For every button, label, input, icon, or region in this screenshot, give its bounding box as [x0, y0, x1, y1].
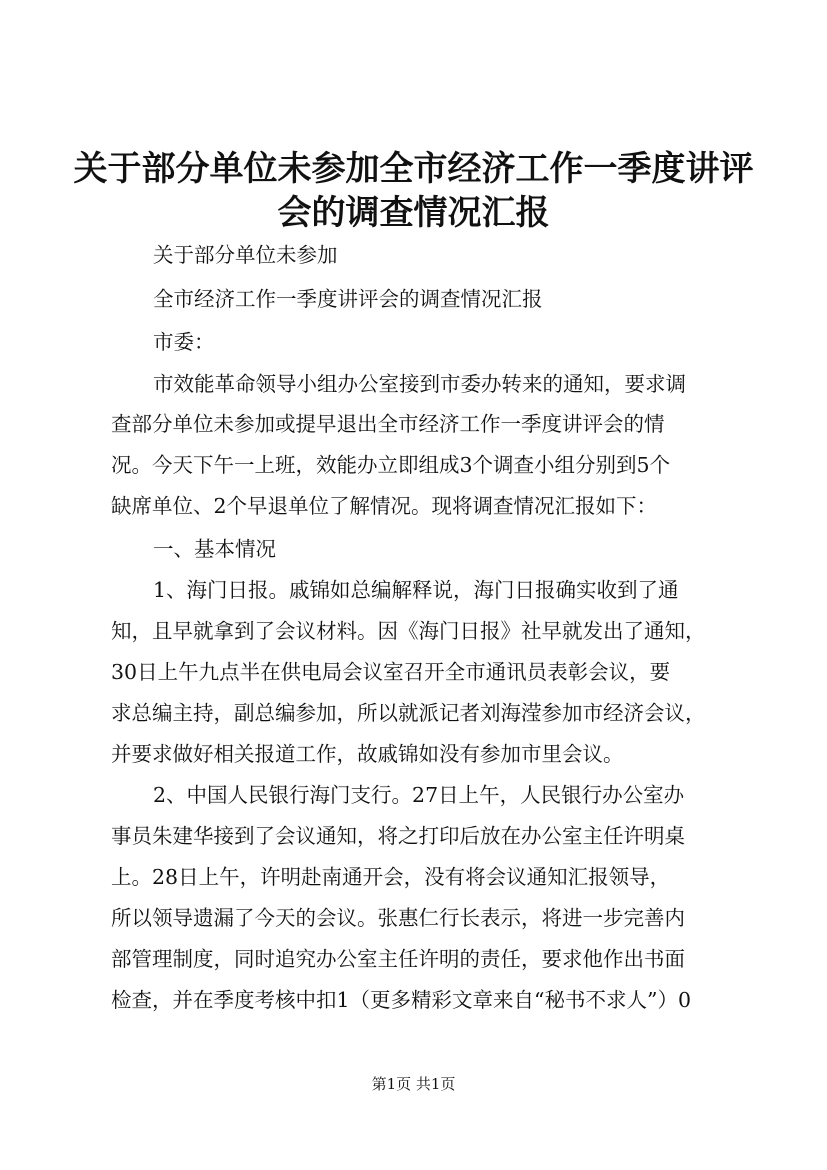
paragraph-line: 1、海门日报。戚锦如总编解释说，海门日报确实收到了通 — [153, 578, 679, 602]
paragraph-line: 并要求做好相关报道工作，故戚锦如没有参加市里会议。 — [111, 742, 624, 766]
paragraph-line: 求总编主持，副总编参加，所以就派记者刘海滢参加市经济会议， — [111, 701, 706, 725]
paragraph-line: 部管理制度，同时追究办公室主任许明的责任，要求他作出书面 — [111, 947, 685, 971]
paragraph-line: 2、中国人民银行海门支行。27日上午，人民银行办公室办 — [153, 783, 685, 807]
paragraph-line: 知，且早就拿到了会议材料。因《海门日报》社早就发出了通知， — [111, 619, 706, 643]
paragraph-line: 30日上午九点半在供电局会议室召开全市通讯员表彰会议，要 — [111, 660, 671, 684]
paragraph-line: 上。28日上午，许明赴南通开会，没有将会议通知汇报领导， — [111, 865, 671, 889]
document-title-line-2: 会的调查情况汇报 — [277, 193, 550, 233]
paragraph-line: 查部分单位未参加或提早退出全市经济工作一季度讲评会的情 — [111, 412, 665, 436]
salutation: 市委： — [153, 330, 215, 354]
paragraph-line: 况。今天下午一上班，效能办立即组成3个调查小组分别到5个 — [111, 453, 671, 477]
paragraph-line: 检查，并在季度考核中扣1（更多精彩文章来自“秘书不求人”）0 — [111, 988, 692, 1012]
section-heading: 一、基本情况 — [153, 537, 276, 561]
page-footer: 第1页 共1页 — [371, 1075, 456, 1093]
subtitle-line-2: 全市经济工作一季度讲评会的调查情况汇报 — [153, 287, 543, 311]
paragraph-line: 所以领导遗漏了今天的会议。张惠仁行长表示，将进一步完善内 — [111, 906, 685, 930]
subtitle-line-1: 关于部分单位未参加 — [153, 243, 338, 267]
paragraph-line: 事员朱建华接到了会议通知，将之打印后放在办公室主任许明桌 — [111, 824, 685, 848]
paragraph-line: 缺席单位、2个早退单位了解情况。现将调查情况汇报如下： — [111, 494, 658, 518]
document-title-line-1: 关于部分单位未参加全市经济工作一季度讲评 — [73, 149, 754, 189]
paragraph-line: 市效能革命领导小组办公室接到市委办转来的通知，要求调 — [153, 372, 686, 396]
